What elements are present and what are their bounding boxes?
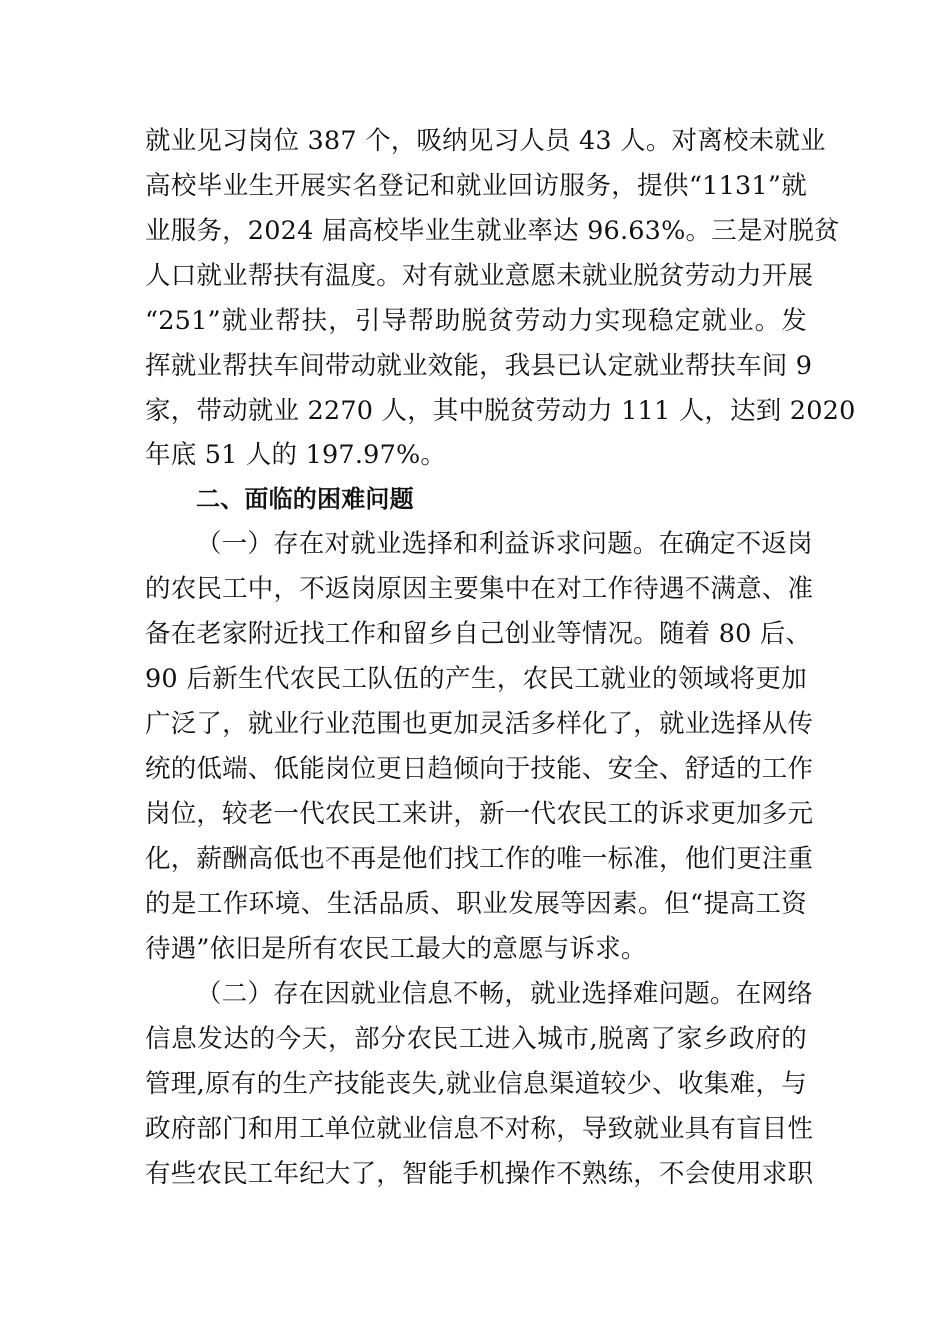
text-line: 统的低端、低能岗位更日趋倾向于技能、安全、舒适的工作 [145,754,814,784]
text-line: 政府部门和用工单位就业信息不对称，导致就业具有盲目性 [145,1114,814,1144]
text-line: 高校毕业生开展实名登记和就业回访服务，提供“1131”就 [145,171,807,201]
text-line: 岗位，较老一代农民工来讲，新一代农民工的诉求更加多元 [145,799,814,829]
text-line: “251”就业帮扶，引导帮助脱贫劳动力实现稳定就业。发 [145,306,807,336]
text-line: 就业见习岗位 387 个，吸纳见习人员 43 人。对离校未就业 [145,126,826,156]
text-line: 年底 51 人的 197.97%。 [145,440,447,470]
text-line: 人口就业帮扶有温度。对有就业意愿未就业脱贫劳动力开展 [145,261,814,291]
text-line: 待遇”依旧是所有农民工最大的意愿与诉求。 [145,934,647,964]
text-line: 家，带动就业 2270 人，其中脱贫劳动力 111 人，达到 2020 [145,396,856,426]
text-line: 的是工作环境、生活品质、职业发展等因素。但“提高工资 [145,889,807,919]
subsection-heading-line: （一）存在对就业选择和利益诉求问题。在确定不返岗 [196,529,813,559]
text-line: 信息发达的今天，部分农民工进入城市,脱离了家乡政府的 [145,1024,807,1054]
subsection-heading-line: （二）存在因就业信息不畅，就业选择难问题。在网络 [196,979,813,1009]
section-heading: 二、面临的困难问题 [196,485,414,513]
text-line: 业服务，2024 届高校毕业生就业率达 96.63%。三是对脱贫 [145,216,840,246]
text-line: 有些农民工年纪大了，智能手机操作不熟练，不会使用求职 [145,1159,814,1189]
text-line: 管理,原有的生产技能丧失,就业信息渠道较少、收集难，与 [145,1069,807,1099]
text-line: 的农民工中，不返岗原因主要集中在对工作待遇不满意、准 [145,574,814,604]
text-line: 挥就业帮扶车间带动就业效能，我县已认定就业帮扶车间 9 [145,351,813,381]
text-line: 90 后新生代农民工队伍的产生，农民工就业的领域将更加 [145,664,807,694]
text-line: 广泛了，就业行业范围也更加灵活多样化了，就业选择从传 [145,709,814,739]
text-line: 备在老家附近找工作和留乡自己创业等情况。随着 80 后、 [145,619,812,649]
text-line: 化，薪酬高低也不再是他们找工作的唯一标准，他们更注重 [145,844,814,874]
